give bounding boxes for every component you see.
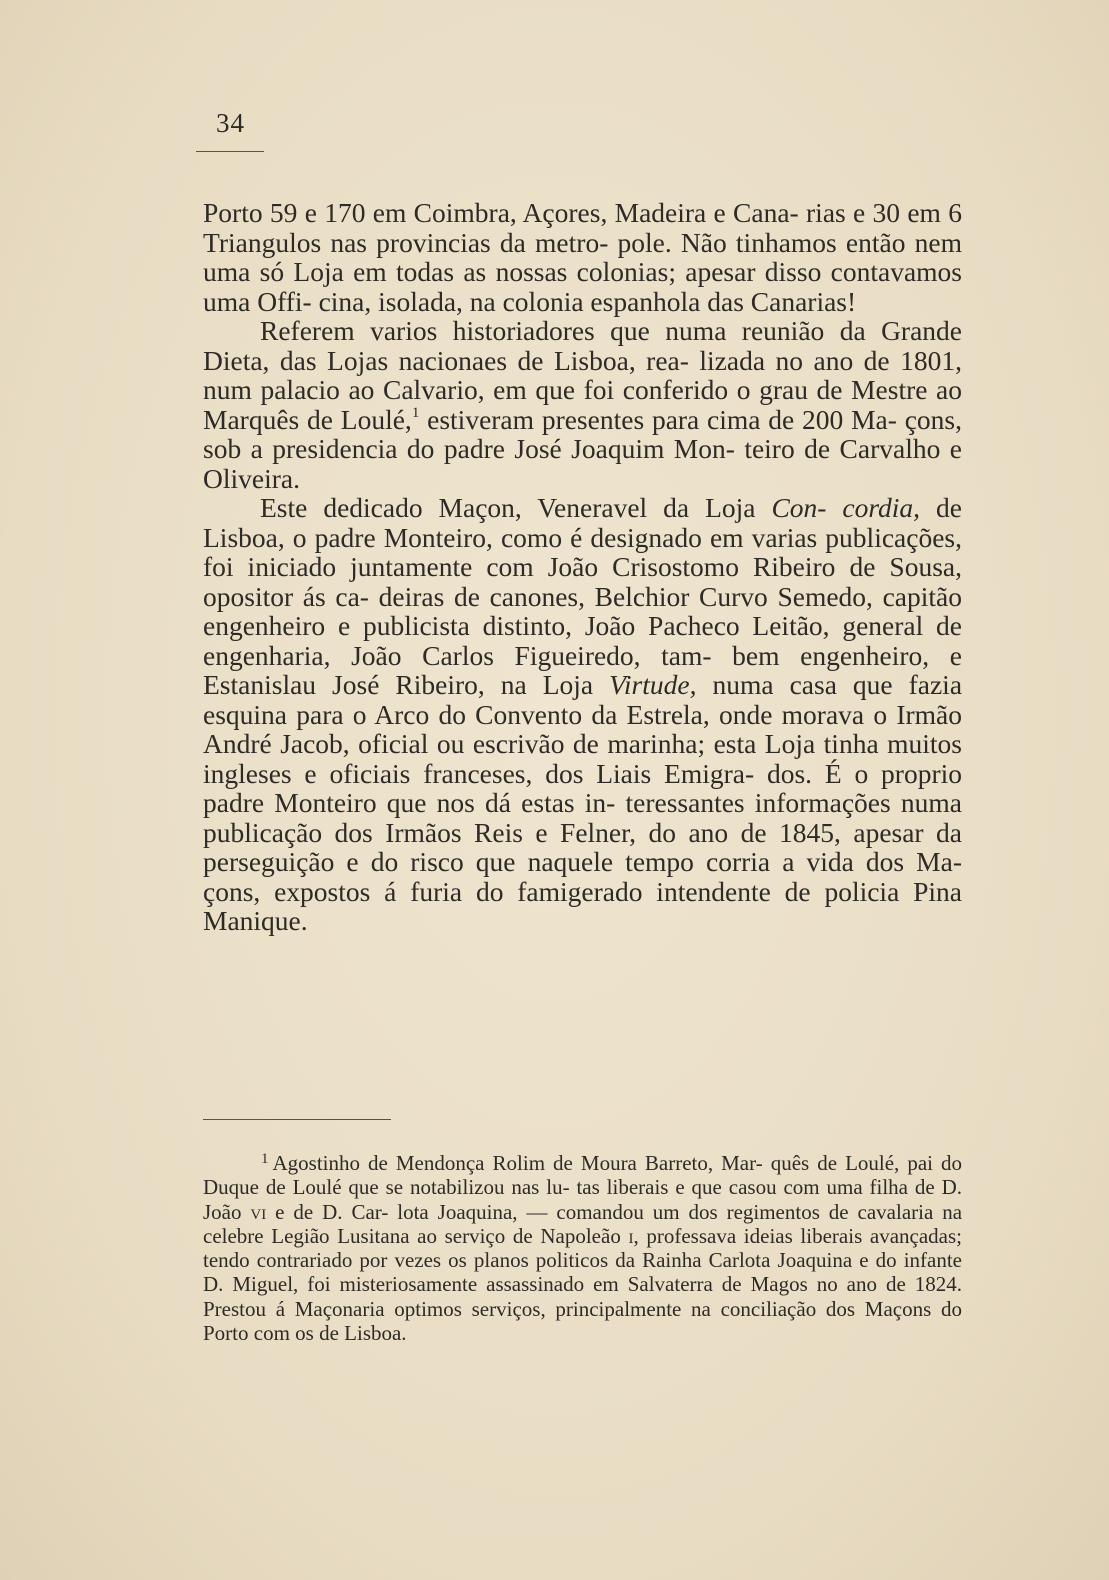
page-number: 34 — [216, 108, 245, 138]
italic-concordia: Con- cordia, — [771, 492, 921, 523]
paragraph-3-text-cont: de Lisboa, o padre Monteiro, como é designado em varias publicações, foi iniciado juntamente com João Crisostomo Ribeiro de Sousa, opositor ás ca- deiras de canones, Belchior Curvo Semedo, capitão engenheiro e publicista distinto, João Pacheco Leitão, general de engenharia, João Carlos Figueiredo, tam- bem engenheiro, e Estanislau José Ribeiro, na Loja — [203, 492, 962, 700]
roman-numeral: vi — [250, 1199, 267, 1224]
header-rule — [196, 151, 264, 152]
italic-virtude: Virtude, — [609, 669, 697, 700]
paragraph-1 — [203, 198, 962, 316]
footnote-paragraph — [203, 1147, 962, 1345]
footnote-mark: 1 — [261, 1151, 269, 1167]
footnote-rule — [203, 1119, 391, 1120]
roman-numeral: i — [628, 1223, 634, 1248]
paragraph-3-text: Este dedicado Maçon, Veneravel da Loja — [260, 492, 756, 523]
body-text — [203, 198, 962, 936]
footnote-reference: 1 — [411, 404, 420, 421]
paragraph-2-text-cont: estiveram presentes para cima de 200 Ma- çons, sob a presidencia do padre José Joaquim Mon- teiro de Carvalho e Oliveira. — [203, 403, 963, 494]
paragraph-3 — [203, 493, 962, 936]
footnote — [203, 1147, 962, 1345]
paragraph-2 — [203, 316, 962, 493]
footnote-text-cont: e de D. Car- lota Joaquina, — comandou um dos regimentos de cavalaria na celebre Legião Lusitana ao serviço de Napoleão — [203, 1199, 963, 1248]
footnote-text: Agostinho de Mendonça Rolim de Moura Barreto, Mar- quês de Loulé, pai do Duque de Loulé que se notabilizou nas lu- tas liberais e que casou com uma filha de D. João — [203, 1151, 962, 1224]
paragraph-3-text-end: numa casa que fazia esquina para o Arco do Convento da Estrela, onde morava o Irmão André Jacob, oficial ou escrivão de marinha; esta Loja tinha muitos ingleses e oficiais franceses, dos Liais Emigra- dos. É o proprio padre Monteiro que nos dá estas in- teressantes informações numa publicação dos Irmãos Reis e Felner, do ano de 1845, apesar da perseguição e do risco que naquele tempo corria a vida dos Ma- çons, expostos á furia do famigerado intendente de policia Pina Manique. — [203, 669, 963, 936]
paragraph-2-text: Referem varios historiadores que numa reunião da Grande Dieta, das Lojas nacionaes de Lisboa, rea- lizada no ano de 1801, num palacio ao Calvario, em que foi conferido o grau de Mestre ao Marquês de Loulé, — [203, 315, 962, 435]
footnote-text-end: , professava ideias liberais avançadas; tendo contrariado por vezes os planos politicos da Rainha Carlota Joaquina e do infante D. Miguel, foi misteriosamente assassinado em Salvaterra de Magos no ano de 1824. Prestou á Maçonaria optimos serviços, principalmente na conciliação dos Maçons do Porto com os de Lisboa. — [203, 1223, 963, 1346]
paragraph-1-text: Porto 59 e 170 em Coimbra, Açores, Madeira e Cana- rias e 30 em 6 Triangulos nas provincias da metro- pole. Não tinhamos então nem uma só Loja em todas as nossas colonias; apesar disso contavamos uma Offi- cina, isolada, na colonia espanhola das Canarias! — [203, 197, 962, 317]
